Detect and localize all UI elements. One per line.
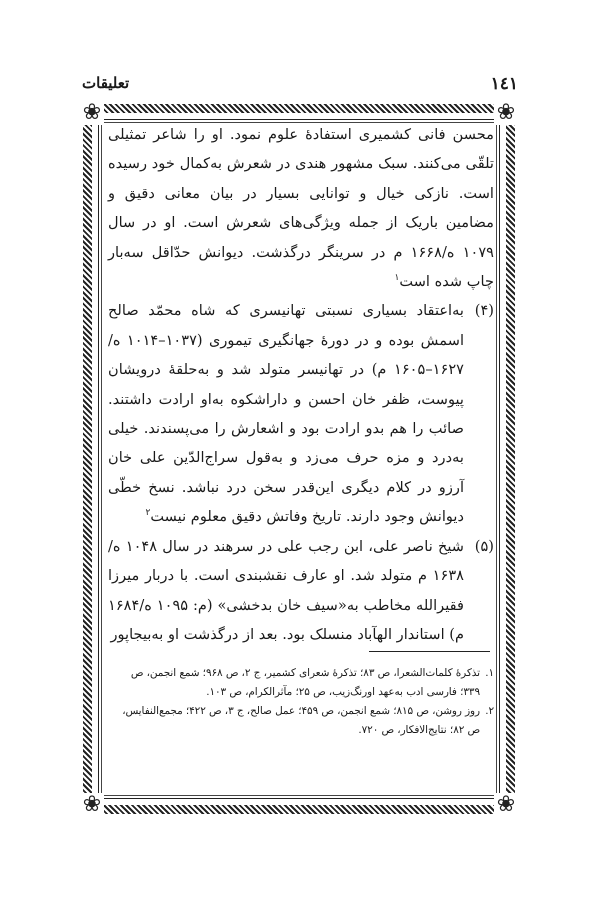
running-title: تعليقات	[82, 74, 130, 92]
footnote-text: روز روشن، ص ۸۱۵؛ شمع انجمن، ص ۴۵۹؛ عمل صالح، ج ۳، ص ۴۲۲؛ مجمع‌النفایس، ص ۸۲؛ نتایج‌الافکار، ص ۷۲۰.	[122, 705, 480, 736]
corner-ornament-icon: ❀	[80, 793, 104, 817]
intro-paragraph	[108, 120, 494, 296]
page-number: ١٤١	[490, 74, 518, 94]
corner-ornament-icon: ❀	[80, 101, 104, 125]
footnote-separator	[369, 651, 490, 652]
numbered-note-5	[108, 532, 494, 650]
page-header	[82, 74, 518, 98]
note-number: (۴)	[474, 302, 494, 320]
footnote	[108, 664, 494, 702]
note-number: (۵)	[474, 537, 494, 555]
footnote-number: ۱.	[485, 667, 494, 679]
note-text: شیخ ناصر علی، ابن رجب علی در سرهند در سال ۱۰۴۸ ه/ ۱۶۳۸ م متولد شد. او عارف نقشبندی است. با دربار میرزا فقیرالله مخاطب به«سیف خان بدخشی» (م: ۱۰۹۵ ه/۱۶۸۴ م) استاندار الهآباد منسلک بود. بعد از درگذشت او به‌بیجاپور	[108, 537, 465, 643]
main-text	[108, 120, 494, 649]
numbered-note-4	[108, 296, 494, 531]
footnote	[108, 702, 494, 740]
corner-ornament-icon: ❀	[494, 793, 518, 817]
footnote-text: تذکرۀ کلمات‌الشعرا، ص ۸۳؛ تذکرۀ شعرای کشمیر، ج ۲، ص ۹۶۸؛ شمع انجمن، ص ۳۳۹؛ فارسی ادب به‌عهد اورنگ‌زیب، ص ۲۵؛ مآثرالکرام، ص ۱۰۳.	[130, 667, 480, 698]
footnote-ref[interactable]: ۲	[145, 508, 151, 519]
footnotes	[108, 664, 494, 740]
note-text: به‌اعتقاد بسیاری نسبتی تهانیسری که شاه محمّد صالح اسمش بوده و در دورۀ جهانگیری تیموری (۱۰۳۷–۱۰۱۴ ه/ ۱۶۲۷–۱۶۰۵ م) در تهانیسر متولد شد و به‌حلقۀ درویشان پیوست، ظفر خان احسن و داراشکوه به‌او ارادت داشتند. صائب را هم بدو ارادت بود و اشعارش را می‌پسندند. خیلی به‌درد و مزه حرف می‌زد و به‌قول سراج‌الدّین علی خان آرزو در کلام دیگری این‌قدر سخن درد نباشد. نسخ خطّی دیوانش وجود دارند. تاریخ وفاتش دقیق معلوم نیست	[108, 302, 464, 526]
intro-text: محسن فانی کشمیری استفادۀ علوم نمود. او را شاعر تمثیلی تلقّی می‌کنند. سبک مشهور هندی در شعرش به‌کمال خود رسیده است. نازکی خیال و توانایی بسیار در بیان معانی دقیق و مضامین باریک از جمله ویژگی‌های شعرش است. او در سال ۱۰۷۹ ه/۱۶۶۸ م در سرینگر درگذشت. دیوانش حدّاقل سه‌بار چاپ شده است	[108, 126, 494, 291]
footnote-number: ۲.	[485, 705, 494, 717]
footnote-ref[interactable]: ۱	[394, 273, 400, 284]
corner-ornament-icon: ❀	[494, 101, 518, 125]
